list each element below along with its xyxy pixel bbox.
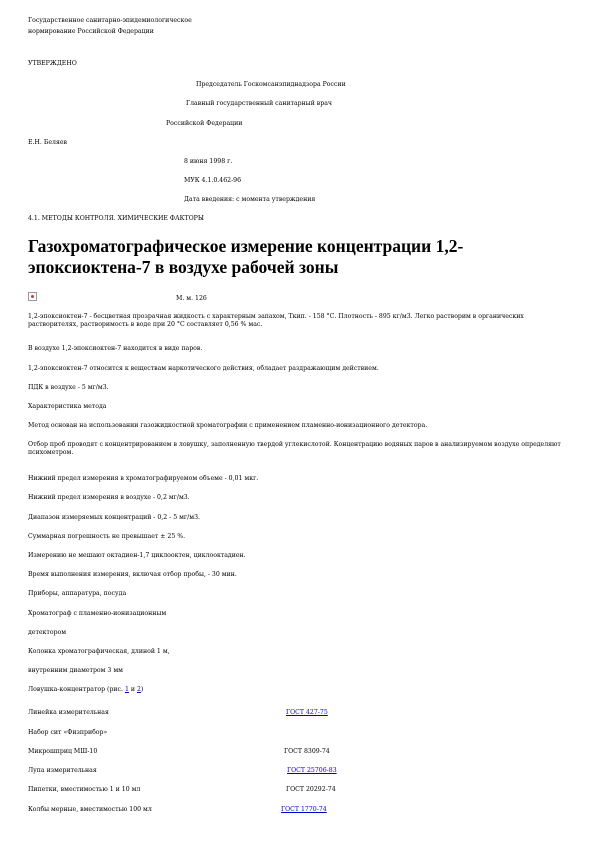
equipment-row-name: Пипетки, вместимостью 1 и 10 мл xyxy=(28,786,141,793)
equipment-row-name: Лупа измерительная xyxy=(28,767,97,774)
equipment-row-name: Микрошприц МШ-10 xyxy=(28,748,98,755)
gost-link[interactable]: ГОСТ 427-75 xyxy=(286,709,328,716)
heading-method: Характеристика метода xyxy=(28,403,107,410)
equipment-detector: детектором xyxy=(28,629,67,636)
paragraph-lower-limit-volume: Нижний предел измерения в хроматографируемом объеме - 0,01 мкг. xyxy=(28,475,259,482)
paragraph-lower-limit-air: Нижний предел измерения в воздухе - 0,2 мг/м3. xyxy=(28,494,190,501)
paragraph-error: Суммарная погрешность не превышает ± 25 %. xyxy=(28,533,186,540)
trap-text-post: ) xyxy=(140,686,144,693)
chair-line: Председатель Госкомсанэпиднадзора России xyxy=(196,81,346,88)
signer-line: Е.Н. Беляев xyxy=(28,139,68,146)
equipment-column: Колонка хроматографическая, длиной 1 м, xyxy=(28,648,170,655)
equipment-column-diameter: внутренним диаметром 3 мм xyxy=(28,667,123,674)
trap-text-pre: Ловушка-концентратор (рис. xyxy=(28,686,125,693)
equipment-row-name: Набор сит «Физприбор» xyxy=(28,729,108,736)
chief-doctor-line: Главный государственный санитарный врач xyxy=(186,100,333,107)
gost-link[interactable]: ГОСТ 25706-83 xyxy=(287,767,337,774)
molar-mass: М. м. 126 xyxy=(176,295,207,302)
page-title: Газохроматографическое измерение концентрации 1,2-эпоксиоктена-7 в воздухе рабочей зоны xyxy=(28,236,464,277)
trap-text-mid: и xyxy=(128,686,137,693)
paragraph-properties: 1,2-эпоксиоктен-7 - бесцветная прозрачная жидкость с характерным запахом, Ткип. - 158 °С. Плотность - 895 кг/м3. Легко растворим в органических растворителях, растворимость в воде при 20 °С составляет 0,56 % мас. xyxy=(28,313,524,328)
effective-date: Дата введения: с момента утверждения xyxy=(184,196,316,203)
figure-1-link[interactable]: 1 xyxy=(124,686,129,693)
paragraph-mac: ПДК в воздухе - 5 мг/м3. xyxy=(28,384,109,391)
gost-link[interactable]: ГОСТ 1770-74 xyxy=(281,806,327,813)
paragraph-method: Метод основан на использовании газожидкостной хроматографии с применением пламенно-ионизационного детектора. xyxy=(28,422,428,429)
paragraph-interference: Измерению не мешают октадиен-1,7 циклооктен, циклооктадиен. xyxy=(28,552,246,559)
equipment-row-name: Колбы мерные, вместимостью 100 мл xyxy=(28,806,152,813)
broken-image-icon xyxy=(28,292,37,301)
heading-equipment: Приборы, аппаратура, посуда xyxy=(28,590,127,597)
equipment-trap xyxy=(28,686,573,694)
paragraph-state: В воздухе 1,2-эпоксиоктен-7 находится в виде паров. xyxy=(28,345,203,352)
equipment-row-name: Линейка измерительная xyxy=(28,709,109,716)
equipment-chromatograph: Хроматограф с пламенно-ионизационным xyxy=(28,610,167,617)
approval-date: 8 июня 1998 г. xyxy=(184,158,233,165)
gost-standard: ГОСТ 20292-74 xyxy=(286,786,336,793)
muk-code: МУК 4.1.0.462-96 xyxy=(184,177,242,184)
paragraph-time: Время выполнения измерения, включая отбор пробы, - 30 мин. xyxy=(28,571,237,578)
org-line-2: нормирование Российской Федерации xyxy=(28,28,154,35)
figure-2-link[interactable]: 2 xyxy=(136,686,141,693)
section-heading: 4.1. МЕТОДЫ КОНТРОЛЯ. ХИМИЧЕСКИЕ ФАКТОРЫ xyxy=(28,215,204,222)
approved-label: УТВЕРЖДЕНО xyxy=(28,60,77,67)
paragraph-sampling: Отбор проб проводят с концентрированием в ловушку, заполненную твердой углекислотой. Концентрацию водяных паров в анализируемом воздухе определяют психометром. xyxy=(28,441,561,456)
org-line-1: Государственное санитарно-эпидемиологическое xyxy=(28,17,192,24)
paragraph-toxicity: 1,2-эпоксиоктен-7 относится к веществам наркотического действия, обладает раздражающим действием. xyxy=(28,365,379,372)
gost-standard: ГОСТ 8309-74 xyxy=(284,748,330,755)
country-line: Российской Федерации xyxy=(166,120,243,127)
paragraph-range: Диапазон измеряемых концентраций - 0,2 - 5 мг/м3. xyxy=(28,514,200,521)
